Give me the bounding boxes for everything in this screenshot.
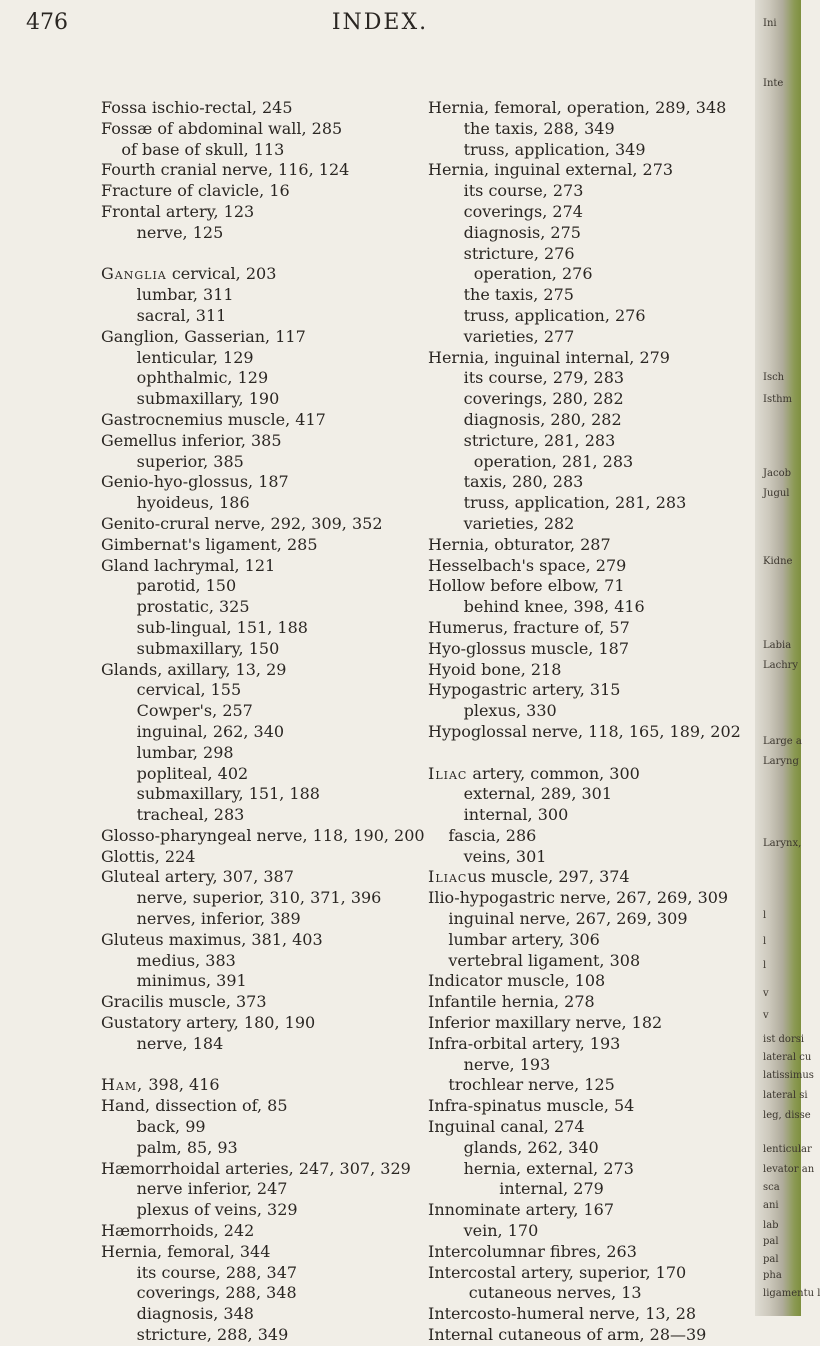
index-entry: Infra-orbital artery, 193	[428, 1033, 621, 1053]
edge-fragment: sca	[763, 1182, 780, 1193]
index-entry: medius, 383	[101, 950, 236, 970]
index-entry: hyoideus, 186	[101, 493, 250, 513]
edge-fragment: ligamentu l	[763, 1288, 820, 1299]
index-entry: cutaneous nerves, 13	[428, 1283, 642, 1303]
edge-fragment: ani	[763, 1200, 779, 1211]
index-entry: superior, 385	[101, 451, 244, 471]
index-entry: internal, 300	[428, 805, 569, 825]
index-entry: tracheal, 283	[101, 805, 245, 825]
index-entry: Fossæ of abdominal wall, 285	[101, 118, 343, 138]
index-entry: of base of skull, 113	[101, 139, 285, 159]
index-entry: Glosso-pharyngeal nerve, 118, 190, 200	[101, 825, 425, 845]
index-entry: inguinal, 262, 340	[101, 721, 285, 741]
index-entry: nerves, inferior, 389	[101, 909, 301, 929]
edge-fragment: Inte	[763, 78, 784, 89]
index-entry: operation, 276	[428, 264, 593, 284]
edge-fragment: v	[763, 988, 769, 999]
index-entry: stricture, 288, 349	[101, 1325, 289, 1345]
edge-fragment: lab	[763, 1220, 779, 1231]
index-entry: Intercostal artery, superior, 170	[428, 1262, 687, 1282]
edge-fragment: l	[763, 910, 767, 921]
index-entry: lumbar, 298	[101, 742, 234, 762]
edge-fragment: lateral cu	[763, 1052, 812, 1063]
index-entry: its course, 288, 347	[101, 1262, 298, 1282]
index-entry: operation, 281, 283	[428, 451, 634, 471]
index-column-left	[101, 98, 425, 1346]
index-entry: coverings, 288, 348	[101, 1283, 297, 1303]
index-entry: lenticular, 129	[101, 347, 254, 367]
index-entry: Fracture of clavicle, 16	[101, 181, 290, 201]
index-entry: Genio-hyo-glossus, 187	[101, 472, 289, 492]
index-entry: coverings, 274	[428, 201, 583, 221]
index-entry: the taxis, 275	[428, 285, 574, 305]
index-entry: diagnosis, 275	[428, 222, 581, 242]
index-entry: Hypoglossal nerve, 118, 165, 189, 202	[428, 721, 741, 741]
page-header	[0, 10, 760, 40]
index-entry: Frontal artery, 123	[101, 201, 255, 221]
index-entry: palm, 85, 93	[101, 1137, 238, 1157]
index-entry: Innominate artery, 167	[428, 1200, 615, 1220]
edge-fragment: Larynx,	[763, 838, 802, 849]
edge-fragment: l	[763, 936, 767, 947]
index-entry: Iliacus muscle, 297, 374	[428, 867, 630, 887]
index-entry: prostatic, 325	[101, 597, 250, 617]
index-entry: cervical, 155	[101, 680, 242, 700]
index-entry: Inferior maxillary nerve, 182	[428, 1013, 663, 1033]
index-entry: Fourth cranial nerve, 116, 124	[101, 160, 350, 180]
edge-fragment: leg, disse	[763, 1110, 811, 1121]
index-entry: the taxis, 288, 349	[428, 118, 615, 138]
index-column-right	[428, 98, 748, 1346]
edge-fragment: Labia	[763, 640, 792, 651]
index-entry: trochlear nerve, 125	[428, 1075, 615, 1095]
edge-fragment: latissimus	[763, 1070, 814, 1081]
index-entry: Humerus, fracture of, 57	[428, 617, 630, 637]
index-entry: back, 99	[101, 1117, 206, 1137]
index-entry: Hernia, femoral, operation, 289, 348	[428, 98, 727, 117]
index-entry: Gimbernat's ligament, 285	[101, 534, 318, 554]
index-entry: Hypogastric artery, 315	[428, 680, 621, 700]
index-entry: Glottis, 224	[101, 846, 196, 866]
edge-fragment: Jugul	[763, 488, 790, 499]
section-gap	[101, 244, 421, 265]
next-page-edge	[755, 0, 820, 1316]
page-number: 476	[26, 10, 68, 35]
index-entry: Hand, dissection of, 85	[101, 1096, 288, 1116]
index-entry: diagnosis, 280, 282	[428, 409, 622, 429]
index-entry: sub-lingual, 151, 188	[101, 617, 308, 637]
index-entry: varieties, 277	[428, 326, 575, 346]
index-entry: Genito-crural nerve, 292, 309, 352	[101, 513, 383, 533]
index-entry: nerve, superior, 310, 371, 396	[101, 888, 382, 908]
index-entry: Fossa ischio-rectal, 245	[101, 98, 293, 117]
index-entry: Gracilis muscle, 373	[101, 992, 267, 1012]
index-entry: Gland lachrymal, 121	[101, 555, 276, 575]
index-entry: minimus, 391	[101, 971, 247, 991]
index-entry: Hyoid bone, 218	[428, 659, 562, 679]
index-entry: its course, 279, 283	[428, 368, 625, 388]
index-entry: inguinal nerve, 267, 269, 309	[428, 909, 688, 929]
index-entry: truss, application, 276	[428, 305, 646, 325]
index-entry: Ilio-hypogastric nerve, 267, 269, 309	[428, 888, 729, 908]
edge-fragment: pha	[763, 1270, 782, 1281]
index-entry: Hesselbach's space, 279	[428, 555, 627, 575]
index-entry: Hæmorrhoidal arteries, 247, 307, 329	[101, 1158, 411, 1178]
edge-fragment: lenticular	[763, 1144, 812, 1155]
edge-fragment: Isch	[763, 372, 785, 383]
section-gap	[101, 1055, 421, 1076]
index-entry: varieties, 282	[428, 513, 575, 533]
index-entry: Cowper's, 257	[101, 701, 253, 721]
page-title: INDEX.	[331, 10, 429, 35]
index-entry: nerve, 193	[428, 1054, 551, 1074]
index-entry: Ham, 398, 416	[101, 1075, 220, 1095]
edge-fragment: lateral si	[763, 1090, 808, 1101]
index-entry: Hernia, femoral, 344	[101, 1241, 271, 1261]
index-entry: nerve inferior, 247	[101, 1179, 288, 1199]
index-entry: nerve, 125	[101, 222, 224, 242]
index-entry: behind knee, 398, 416	[428, 597, 645, 617]
index-entry: submaxillary, 190	[101, 389, 280, 409]
index-entry: stricture, 281, 283	[428, 430, 616, 450]
index-entry: Infra-spinatus muscle, 54	[428, 1096, 635, 1116]
index-entry: its course, 273	[428, 181, 584, 201]
edge-fragment: Lachry	[763, 660, 799, 671]
index-entry: submaxillary, 151, 188	[101, 784, 320, 804]
index-entry: hernia, external, 273	[428, 1158, 634, 1178]
index-entry: parotid, 150	[101, 576, 237, 596]
index-entry: fascia, 286	[428, 825, 537, 845]
index-entry: veins, 301	[428, 846, 547, 866]
edge-fragment: pal	[763, 1254, 779, 1265]
edge-fragment: levator an	[763, 1164, 815, 1175]
index-entry: plexus of veins, 329	[101, 1200, 298, 1220]
edge-fragment: Ini	[763, 18, 777, 29]
index-entry: Iliac artery, common, 300	[428, 763, 640, 783]
index-entry: Gluteal artery, 307, 387	[101, 867, 294, 887]
index-entry: Hernia, inguinal external, 273	[428, 160, 674, 180]
index-entry: truss, application, 281, 283	[428, 493, 687, 513]
index-entry: truss, application, 349	[428, 139, 646, 159]
index-entry: Gluteus maximus, 381, 403	[101, 929, 323, 949]
index-entry: Hernia, inguinal internal, 279	[428, 347, 670, 367]
index-entry: stricture, 276	[428, 243, 575, 263]
index-entry: nerve, 184	[101, 1033, 224, 1053]
index-entry: external, 289, 301	[428, 784, 613, 804]
index-entry: vertebral ligament, 308	[428, 950, 641, 970]
index-entry: coverings, 280, 282	[428, 389, 624, 409]
index-entry: Gemellus inferior, 385	[101, 430, 282, 450]
index-entry: lumbar, 311	[101, 285, 234, 305]
index-entry: sacral, 311	[101, 305, 227, 325]
index-entry: diagnosis, 348	[101, 1304, 254, 1324]
edge-fragment: pal	[763, 1236, 779, 1247]
edge-fragment: Large a	[763, 736, 802, 747]
index-entry: Ganglion, Gasserian, 117	[101, 326, 306, 346]
index-entry: vein, 170	[428, 1221, 539, 1241]
index-entry: Hyo-glossus muscle, 187	[428, 638, 629, 658]
index-entry: Intercosto-humeral nerve, 13, 28	[428, 1304, 697, 1324]
index-entry: Gustatory artery, 180, 190	[101, 1013, 316, 1033]
edge-fragment: Jacob	[763, 468, 791, 479]
edge-fragment: ist dorsi	[763, 1034, 805, 1045]
index-entry: Internal cutaneous of arm, 28—39	[428, 1325, 707, 1345]
index-entry: Indicator muscle, 108	[428, 971, 606, 991]
index-entry: popliteal, 402	[101, 763, 249, 783]
index-entry: internal, 279	[428, 1179, 604, 1199]
index-entry: lumbar artery, 306	[428, 929, 600, 949]
index-entry: Inguinal canal, 274	[428, 1117, 585, 1137]
edge-fragment: Kidne	[763, 556, 793, 567]
index-entry: Hæmorrhoids, 242	[101, 1221, 255, 1241]
index-entry: Hollow before elbow, 71	[428, 576, 625, 596]
index-entry: Hernia, obturator, 287	[428, 534, 611, 554]
section-gap	[428, 743, 748, 764]
index-entry: Infantile hernia, 278	[428, 992, 595, 1012]
index-entry: taxis, 280, 283	[428, 472, 584, 492]
index-entry: glands, 262, 340	[428, 1137, 599, 1157]
edge-fragment: l	[763, 960, 767, 971]
index-entry: ophthalmic, 129	[101, 368, 269, 388]
index-entry: plexus, 330	[428, 701, 557, 721]
edge-fragment: Laryng	[763, 756, 799, 767]
index-entry: Glands, axillary, 13, 29	[101, 659, 287, 679]
index-entry: Ganglia cervical, 203	[101, 264, 277, 284]
edge-fragment: v	[763, 1010, 769, 1021]
edge-fragment: Isthm	[763, 394, 793, 405]
index-entry: Intercolumnar fibres, 263	[428, 1241, 637, 1261]
index-entry: submaxillary, 150	[101, 638, 280, 658]
index-entry: Gastrocnemius muscle, 417	[101, 409, 326, 429]
